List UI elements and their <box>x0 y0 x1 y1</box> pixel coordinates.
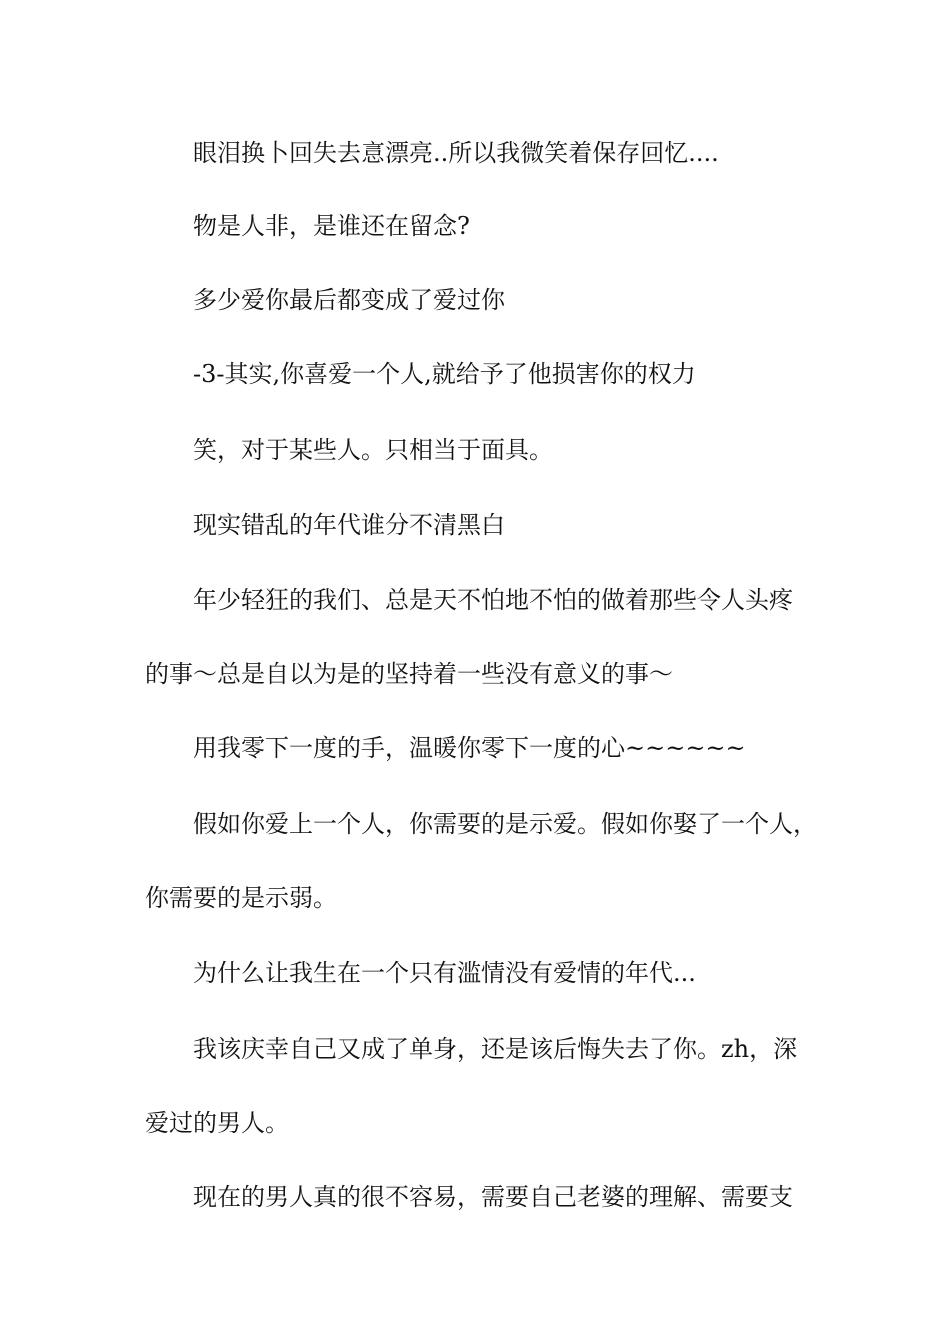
text-line: 你需要的是示弱。 <box>145 884 337 912</box>
text-line: 为什么让我生在一个只有滥情没有爱情的年代... <box>193 959 696 987</box>
text-line: 用我零下一度的手，温暖你零下一度的心~~~~~~ <box>193 734 746 762</box>
text-line: 现在的男人真的很不容易，需要自己老婆的理解、需要支 <box>193 1183 793 1211</box>
text-line: 物是人非，是谁还在留念? <box>193 212 470 240</box>
text-line: -3-其实,你喜爱一个人,就给予了他损害你的权力 <box>193 360 696 388</box>
text-line: 现实错乱的年代谁分不清黑白 <box>193 511 505 539</box>
text-line: 笑，对于某些人。只相当于面具。 <box>193 436 553 464</box>
text-line: 多少爱你最后都变成了爱过你 <box>193 286 505 314</box>
text-line: 假如你爱上一个人，你需要的是示爱。假如你娶了一个人， <box>193 810 817 838</box>
text-line: 的事～总是自以为是的坚持着一些没有意义的事～ <box>145 660 673 688</box>
text-line: 我该庆幸自己又成了单身，还是该后悔失去了你。zh，深 <box>193 1035 798 1063</box>
text-line: 眼泪换卜回失去悥漂亮..所以我微笑着保存回忆.... <box>193 139 719 167</box>
text-line: 年少轻狂的我们、总是天不怕地不怕的做着那些令人头疼 <box>193 586 793 614</box>
text-line: 爱过的男人。 <box>145 1109 289 1137</box>
